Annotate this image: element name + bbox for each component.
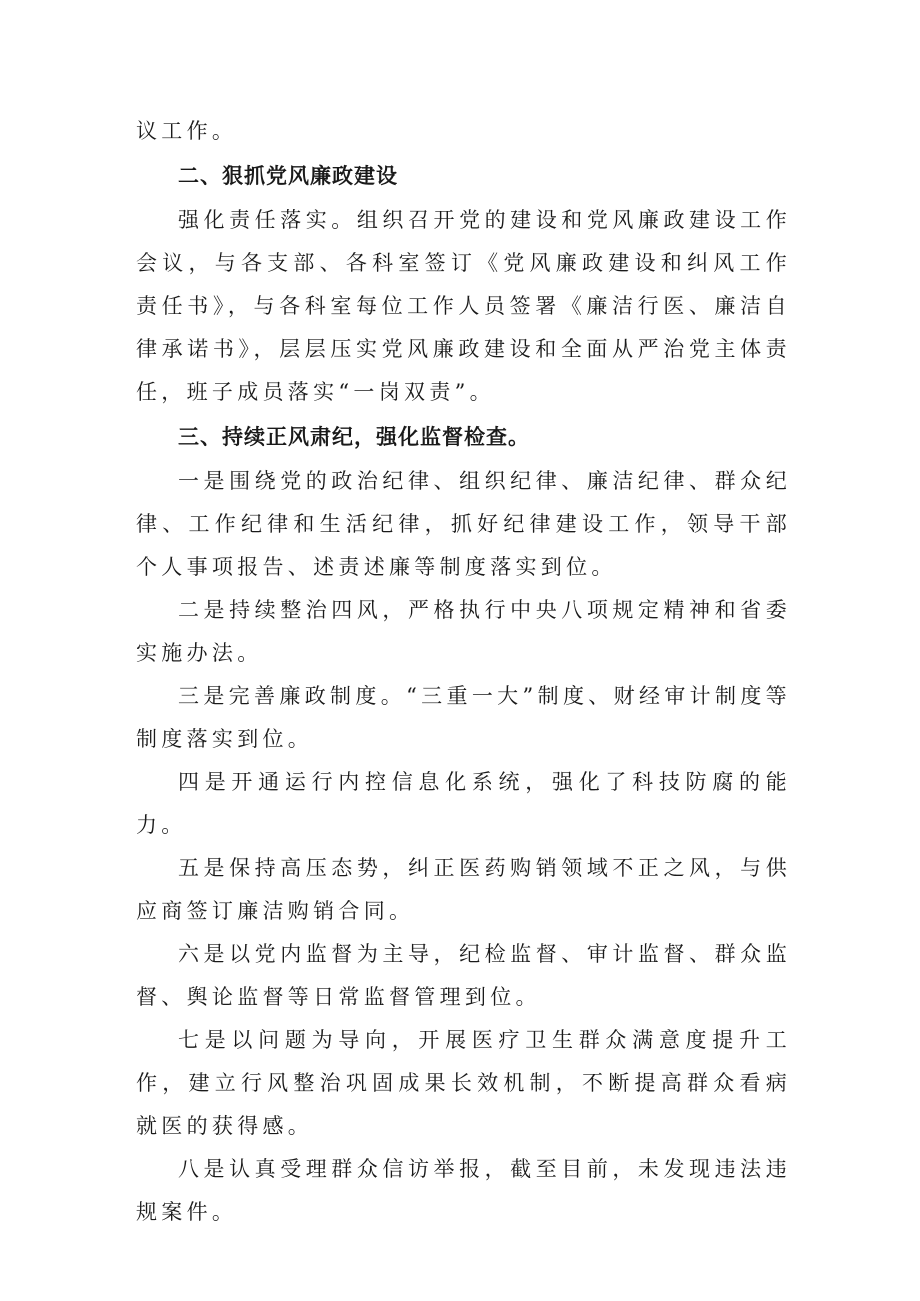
section-heading-3: 三、持续正风肃纪，强化监督检查。: [178, 425, 530, 449]
continued-paragraph: 议工作。: [136, 119, 238, 143]
section-3-item-8: 八是认真受理群众信访举报，截至目前，未发现违法违规案件。: [136, 1157, 791, 1224]
section-3-item-1: 一是围绕党的政治纪律、组织纪律、廉洁纪律、群众纪律、工作纪律和生活纪律，抓好纪律建设工作，领导干部个人事项报告、述责述廉等制度落实到位。: [136, 469, 791, 579]
section-3-item-5: 五是保持高压态势，纠正医药购销领域不正之风，与供应商签订廉洁购销合同。: [136, 856, 791, 923]
section-2-paragraph: 强化责任落实。组织召开党的建设和党风廉政建设工作会议，与各支部、各科室签订《党风廉政建设和纠风工作责任书》，与各科室每位工作人员签署《廉洁行医、廉洁自律承诺书》，层层压实党风廉政建设和全面从严治党主体责任，班子成员落实“一岗双责”。: [136, 208, 791, 404]
section-3-item-7: 七是以问题为导向，开展医疗卫生群众满意度提升工作，建立行风整治巩固成果长效机制，不断提高群众看病就医的获得感。: [136, 1028, 791, 1138]
section-heading-2: 二、狠抓党风廉政建设: [178, 164, 398, 188]
section-3-item-3: 三是完善廉政制度。“三重一大”制度、财经审计制度等制度落实到位。: [136, 684, 791, 751]
section-3-item-2: 二是持续整治四风，严格执行中央八项规定精神和省委实施办法。: [136, 598, 791, 665]
section-3-item-6: 六是以党内监督为主导，纪检监督、审计监督、群众监督、舆论监督等日常监督管理到位。: [136, 942, 791, 1009]
document-body: [136, 110, 791, 1234]
section-3-item-4: 四是开通运行内控信息化系统，强化了科技防腐的能力。: [136, 770, 791, 837]
